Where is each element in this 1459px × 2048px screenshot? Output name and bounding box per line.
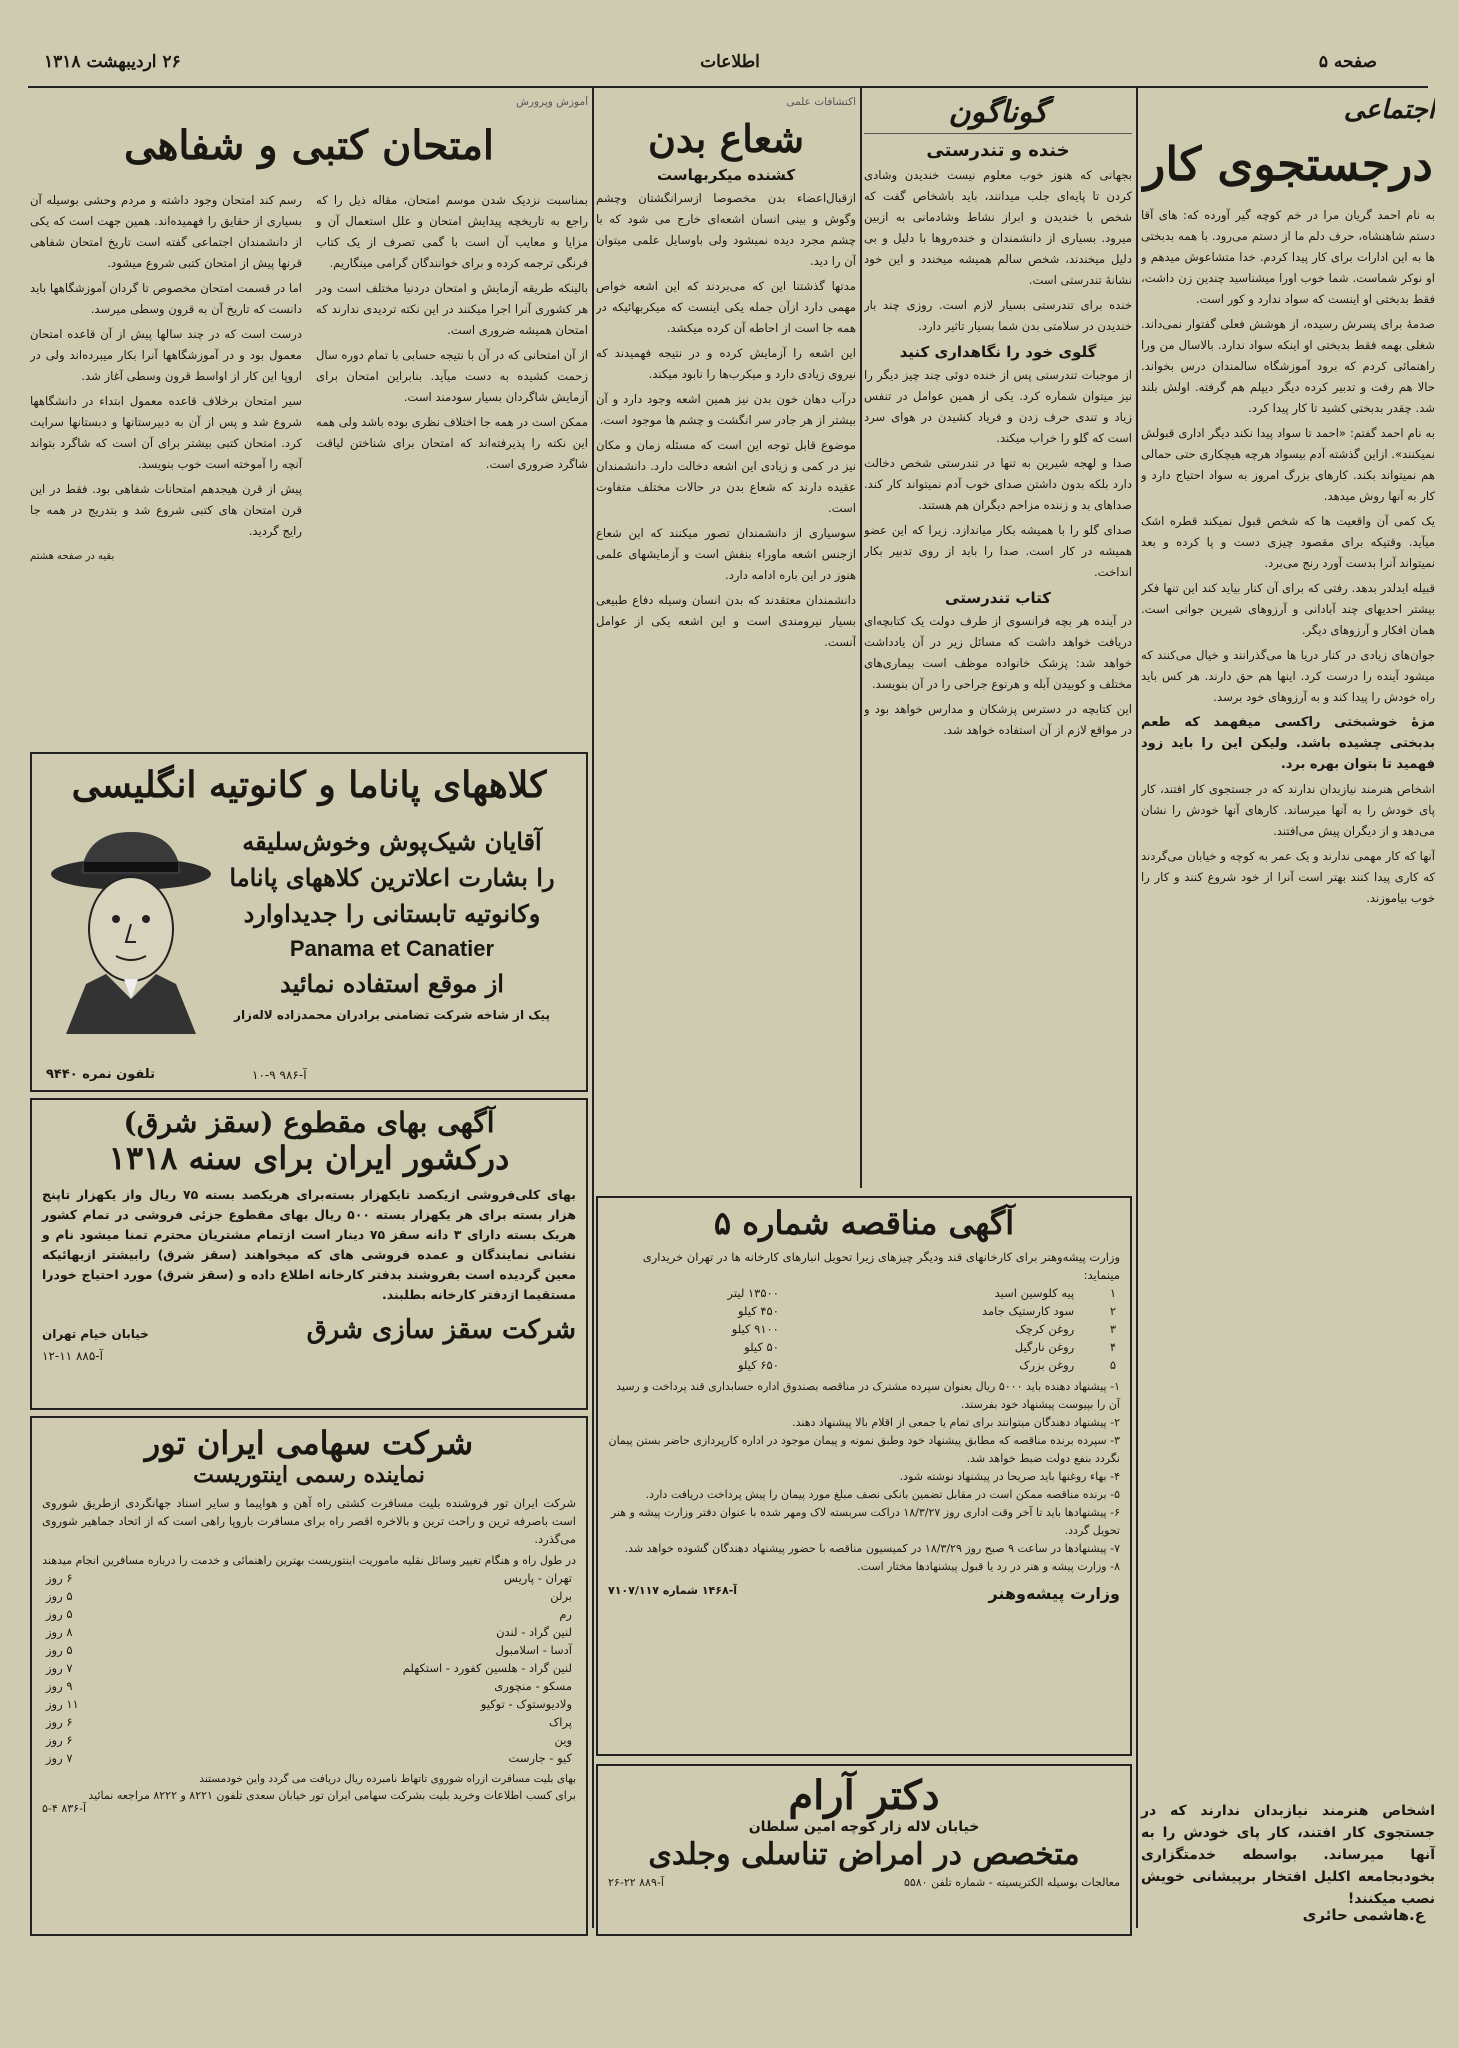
condition: ۳- سپرده برنده مناقصه که مطابق پیشنهاد خود وطبق نمونه و پیمان موجود در اداره کارپردازی حاضر بستن پیمان نگردد بنفع دولت ضبط خواهد شد. (608, 1434, 1120, 1465)
paragraph: ازقبال‌اعضاء بدن مخصوصا ازسرانگشتان وچشم وگوش و بینی انسان اشعه‌ای خارج می شود که با چشم مجرد دیده نمیشود ولی باوسایل علمی میتوان آن را دید. (596, 190, 856, 268)
tender-ad (596, 1196, 1132, 1756)
item-row (608, 1320, 1120, 1338)
item-n: ۳ (1109, 1322, 1116, 1336)
route-row (42, 1731, 576, 1749)
route-row (42, 1641, 576, 1659)
items-table (608, 1284, 1120, 1374)
article-body-right (316, 190, 588, 571)
article-title: درجستجوی کار (1143, 136, 1433, 191)
ad-headline: کلاههای پاناما و کانوتیه انگلیسی (71, 764, 547, 806)
paragraph: از موجبات تندرستی پس از خنده دوئی چند چیز دیگر را نیز میتوان شماره کرد. یکی از همین عوامل در تنفس زیاد و تندی حرف زدن و فریاد کشیدن در هوای سرد است که گلو را خراب میکند. (864, 368, 1132, 445)
ad-intro: وزارت پیشه‌وهنر برای کارخانهای قند ودیگر چیزهای زیرا تحویل انبارهای کارخانه ها در تهران خریداری مینماید: (642, 1250, 1120, 1282)
issue-date: ۲۶ اردیبهشت ۱۳۱۸ (44, 52, 181, 72)
social-column (1141, 96, 1435, 1936)
condition: ۸- وزارت پیشه و هنر در رد یا قبول پیشنهادها مختار است. (857, 1560, 1120, 1573)
ad-code: آ-۸۳۶ ۴-۵ (42, 1802, 87, 1815)
article-title: شعاع بدن (647, 116, 805, 161)
section-label: اکتشافات علمی (786, 96, 856, 108)
item-n: ۲ (1109, 1304, 1116, 1318)
continued-note: بقیه در صفحه هشتم (30, 551, 115, 562)
paragraph: بمناسبت نزدیک شدن موسم امتحان، مقاله ذیل را که راجع به تاریخچه پیدایش امتحان و علل استعمال آن و مزایا و معایب آن است با گمی تصرف از یک کتاب فرنگی ترجمه کرده و برای خوانندگان گرامی مینگاریم. (316, 193, 588, 270)
item-qty: ۶۵۰ کیلو (737, 1358, 779, 1372)
misc-column (864, 96, 1132, 1186)
article-subtitle: کشنده میکربهاست (656, 165, 796, 184)
ad-latin-text: Panama et Canatier (289, 936, 495, 961)
route-row (42, 1623, 576, 1641)
ad-intro: شرکت ایران تور فروشنده بلیت مسافرت کشتی راه آهن و هواپیما و سایر اسناد جهانگردی ازطریق شوروی است باصرفه ترین و راحت ترین و بالاخره اقصر راه برای مسافرت باروپا راهی است که از اتحاد جماهیر شوروی می‌گذرد. (42, 1496, 576, 1546)
ad-line: از موقع استفاده نمائید (280, 969, 504, 998)
paragraph: اما در قسمت امتحان مخصوص تا گردان آموزشگاهها باید دانست که تاریخ آن به قرون وسطی میرسد. (30, 281, 302, 316)
item-row (608, 1356, 1120, 1374)
ad-headline: شرکت سهامی ایران تور (144, 1424, 474, 1462)
route-days: ۵ روز (46, 1589, 73, 1603)
route-days: ۹ روز (46, 1679, 73, 1693)
ad-contact: برای کسب اطلاعات وخرید بلیت بشرکت سهامی ایران تور خیابان سعدی تلفون ۸۲۲۱ و ۸۲۲۲ مراجعه نمائید (88, 1789, 576, 1802)
item-qty: ۱۳۵۰۰ لیتر (727, 1286, 779, 1300)
paragraph: مزهٔ خوشبختی راکسی میفهمد که طعم بدبختی چشیده باشد. ولیکن این را باید زود فهمید تا بتوان بهره برد. (1141, 715, 1435, 773)
hat-man-icon (46, 824, 216, 1034)
ad-footer: معالجات بوسیله الکتریسیته - شماره تلفن ۵۵۸۰ (903, 1876, 1120, 1889)
table-intro: در طول راه و هنگام تغییر وسائل نقلیه ماموریت اینتوریست بهترین راهنمائی و خدمت را درباره مسافرین انجام میدهند (42, 1554, 576, 1567)
article-title: خنده و تندرستی (926, 140, 1070, 161)
route-name: ولادیوستوک - توکیو (480, 1697, 572, 1711)
route-days: ۸ روز (46, 1625, 73, 1639)
gum-ad (30, 1098, 588, 1410)
ad-headline: دکتر آرام (788, 1772, 940, 1819)
route-days: ۵ روز (46, 1643, 73, 1657)
hats-ad (30, 752, 588, 1092)
paragraph: خنده برای تندرستی بسیار لازم است. روزی چند بار خندیدن در سلامتی بدن شما بسیار تاثیر دارد. (864, 298, 1132, 333)
ad-code: آ-۱۴۶۸ شماره ۷۱۰۷/۱۱۷ (608, 1584, 738, 1597)
hat-man-illustration (46, 824, 216, 1034)
item-item: روغن کرچک (1015, 1322, 1075, 1336)
ad-code: آ-۸۸۹ ۲۲-۲۶ (608, 1876, 664, 1889)
route-row (42, 1659, 576, 1677)
route-name: پراک (548, 1715, 572, 1729)
condition: ۱- پیشنهاد دهنده باید ۵۰۰۰ ریال بعنوان سپرده مشترک در مناقصه بصندوق اداره حسابداری قند پرداخت و رسید آن را بپیوست پیشنهاد خود بفرستد. (616, 1380, 1120, 1411)
subheading: کتاب تندرستی (945, 589, 1051, 607)
route-row (42, 1749, 576, 1767)
ad-headline: درکشور ایران برای سنه ۱۳۱۸ (108, 1139, 510, 1177)
route-name: رم (559, 1607, 572, 1621)
col-divider-3 (592, 88, 594, 1928)
condition: ۴- بهاء روغنها باید صریحا در پیشنهاد نوشته شود. (899, 1470, 1120, 1483)
route-name: مسکو - منچوری (494, 1679, 572, 1693)
ad-company: شرکت سقز سازی شرق (306, 1315, 576, 1345)
paragraph: آنها که کار مهمی ندارند و یک عمر به کوچه و خیابان می‌گردند که کاری پیدا کنند بهتر است آنرا از خود شروع کنند و کار را خوب بیاموزند. (1141, 849, 1435, 906)
article-body-left (30, 190, 302, 571)
ad-subheadline: نماینده رسمی اینتوریست (193, 1462, 425, 1488)
paper-name: اطلاعات (700, 52, 760, 72)
item-row (608, 1338, 1120, 1356)
ad-address: پیک از شاخه شرکت تضامنی برادران محمدزاده لاله‌زار (234, 1008, 550, 1022)
paragraph: صدمهٔ برای پسرش رسیده، از هوشش فعلی گفتوار نمی‌داند. شغلی بهمه فقط بدبختی او اینکه سواد ندارد. بالاسال من ورا راهنمائی کردم که برود آموزشگاه سالمندان درس بخواند. حالا هم رفت و تدبیر کرده دیگر دیپلم هم گرفته. اولش بلند شد. چقدر بدبختی کشید تا کار پیدا کرد. (1141, 317, 1435, 416)
paragraph: موضوع قابل توجه این است که مسئله زمان و مکان نیز در کمی و زیادی این اشعه دخالت دارد. دانشمندان عقیده دارند که شعاع بدن در حالات مختلف متفاوت است. (596, 437, 856, 515)
paragraph: یک کمی آن واقعیت ها که شخص قبول نمیکند قطره اشک میآید. وقتیکه برای مقصود چیزی دست و پا کرده و بعد نمیتواند آنرا بدست آورد رنج می‌برد. (1141, 514, 1435, 571)
route-days: ۷ روز (46, 1661, 73, 1675)
conditions-list (608, 1378, 1120, 1576)
ad-specialty: متخصص در امراض تناسلی وجلدی (648, 1837, 1080, 1872)
routes-table (42, 1569, 576, 1767)
paragraph: رسم کند امتحان وجود داشته و مردم وحشی بوسیله آن بسیاری از حقایق را فهمیده‌اند. همین جهت است که یکی از دانشمندان اجتماعی گفته است تاریخ امتحان شفاهی قرنها پیش از امتحان کتبی شروع میشود. (30, 193, 302, 270)
item-qty: ۴۵۰ کیلو (737, 1304, 779, 1318)
ad-ministry: وزارت پیشه‌وهنر (988, 1584, 1120, 1603)
item-n: ۵ (1109, 1358, 1116, 1372)
ad-line: وکانوتیه تابستانی را جدیداوارد (243, 899, 541, 928)
ad-code: آ-۸۸۵ ۱۱-۱۲ (42, 1349, 103, 1363)
item-item: سود کارستیک جامد (981, 1304, 1075, 1318)
item-item: روغن بزرک (1019, 1358, 1075, 1372)
article-body (1141, 205, 1435, 909)
route-name: لنین گراد - هلسین کفورد - استکهلم (402, 1661, 572, 1675)
paragraph: دانشمندان معتقدند که بدن انسان وسیله دفاع طبیعی بسیار نیرومندی است و این اشعه یکی از عوامل آنست. (596, 592, 856, 649)
item-row (608, 1284, 1120, 1302)
route-days: ۶ روز (46, 1715, 73, 1729)
route-row (42, 1677, 576, 1695)
paragraph: جوان‌های زیادی در کنار دریا ها می‌گذرانند و خیال می‌کنند که میشود آینده را درست کرد. اینها هم حق دارند. هر کس باید راه خودش را پیدا کند و به آرزوهای خود برسد. (1141, 648, 1435, 705)
route-row (42, 1713, 576, 1731)
route-row (42, 1569, 576, 1587)
route-days: ۶ روز (46, 1733, 73, 1747)
route-days: ۱۱ روز (46, 1697, 79, 1711)
condition: ۷- پیشنهادها در ساعت ۹ صبح روز ۱۸/۳/۲۹ در کمیسیون مناقصه با حضور پیشنهاد دهندگان گشوده خواهد شد. (624, 1542, 1120, 1555)
ad-headline: آگهی بهای مقطوع (سقز شرق) (123, 1106, 495, 1139)
route-row (42, 1605, 576, 1623)
col-divider-2 (860, 88, 862, 1188)
route-name: تهران - پاریس (503, 1571, 572, 1585)
paragraph: صدا و لهجه شیرین به تنها در تندرستی شخص دخالت دارد بلکه بدون داشتن صدای خوب آدم نمیتواند کار کند. صداهای بد و زننده مزاحم دیگران هم هستند. (864, 456, 1132, 512)
section-label: گوناگون (864, 96, 1132, 134)
page-number: صفحه ۵ (1318, 52, 1377, 72)
item-row (608, 1302, 1120, 1320)
paragraph: ممکن است در همه جا اختلاف نظری بوده باشد ولی همه این نکته را پذیرفته‌اند که امتحان برای شناختن لیاقت شاگرد ضروری است. (316, 415, 588, 471)
paragraph: در آینده هر بچه فرانسوی از طرف دولت یک کتابچه‌ای دریافت خواهد داشت که مسائل زیر در آن یادداشت خواهد شد: پزشک خانواده موظف است بیماری‌های مختلف و کوبیدن آبله و هرنوع جراحی را در آن بنویسد. (864, 614, 1132, 691)
author-signature: ع.هاشمی حائری (1302, 1906, 1425, 1924)
paragraph: از آن امتحانی که در آن با نتیجه حسابی با تمام دوره سال زحمت کشیده به دست میآید. بنابراین امتحان برای آزمایش شاگردان بسیار سودمند است. (316, 348, 588, 404)
route-days: ۷ روز (46, 1751, 73, 1765)
paragraph: درست است که در چند سالها پیش از آن قاعده امتحان معمول بود و در آموزشگاهها آنرا بکار میبرده‌اند ولی در اروپا این کار از اواسط قرون وسطی آغاز شد. (30, 327, 302, 383)
paragraph: سوسیاری از دانشمندان تصور میکنند که این شعاع ازجنس اشعه ماوراء بنفش است و آزمایشهای علمی هنوز در این باره ادامه دارد. (596, 525, 856, 582)
route-name: برلن (550, 1589, 572, 1603)
route-row (42, 1695, 576, 1713)
item-qty: ۵۰ کیلو (744, 1340, 779, 1354)
route-name: آدسا - اسلامبول (495, 1643, 572, 1657)
route-days: ۶ روز (46, 1571, 73, 1585)
route-name: کیو - جارست (508, 1751, 572, 1765)
subheading: گلوی خود را نگاهداری کنید (899, 343, 1097, 361)
condition: ۲- پیشنهاد دهندگان میتوانند برای تمام یا جمعی از اقلام بالا پیشنهاد دهند. (792, 1416, 1120, 1429)
article-title: امتحان کتبی و شفاهی (124, 122, 494, 169)
tour-ad (30, 1416, 588, 1936)
section-label: آموزش وپرورش (516, 96, 588, 108)
ad-line: آقایان شیک‌پوش وخوش‌سلیقه (242, 827, 542, 856)
item-qty: ۹۱۰۰ کیلو (731, 1322, 779, 1336)
item-n: ۴ (1109, 1340, 1116, 1354)
paragraph: درآب دهان خون بدن نیز همین اشعه وجود دارد و آن بیشتر از هر جادر سر انگشت و چشم ها موجود است. (596, 391, 856, 427)
education-column (30, 96, 588, 746)
paragraph: به نام احمد گریان مرا در خم کوچه گیر آورده که: های آقا دستم شاهنشاه، حرف دلم ما از دستم می‌رود. با همه بدبختی ها به این ادارات برای کار پیدا کردم. خدا متشاعوش میدهم و او نوکر شماست. شما خوب اورا میشناسید چندین زن داشت، فقط بدبختی او اینست که سواد ندارد و کور است. (1141, 208, 1435, 307)
col-divider-1 (1136, 88, 1138, 1928)
paragraph: صدای گلو را با همیشه بکار میاندازد. زیرا که این عضو همیشه در کار است. صدا را باید از روی تدبیر بکار انداخت. (864, 523, 1132, 579)
header-rule (28, 86, 1428, 88)
ad-headline: آگهی مناقصه شماره ۵ (713, 1204, 1015, 1242)
ad-code: آ-۹۸۶ ۹-۱۰ (252, 1068, 307, 1082)
paragraph: پیش از قرن هیجدهم امتحانات شفاهی بود. فقط در این قرن امتحان های کتبی شروع شد و بتدریج در همه جا رایج گردید. (30, 482, 302, 538)
paragraph: مدتها گذشتنا این که می‌بردند که این اشعه خواص مهمی دارد ازآن جمله یکی اینست که میکربهائیکه در همه جا است از احاطه آن کرده میکشد. (596, 278, 856, 335)
paragraph: قبیله ایدلدر بدهد. رفتی که برای آن کنار بیاید کند این تنها فکر بیشتر احدیهای چند آبادانی و آرزوهای شیرین جوانی است. همان افکار و آرزوهای دیگر. (1141, 581, 1435, 638)
paragraph: این اشعه را آزمایش کرده و در نتیجه فهمیدند که نیروی زیادی دارد و میکرب‌ها را نابود میکند. (596, 345, 856, 381)
route-name: لنین گراد - لندن (496, 1625, 572, 1639)
paragraph: اشخاص هنرمند نیازبدان ندارند که در جستجوی کار افتند، کار پای خودش را به آنها میرساند. کارهای آنها خودش را نشان می‌دهد و از دیگران پیش می‌افتند. (1141, 782, 1435, 839)
route-row (42, 1587, 576, 1605)
item-item: روغن نارگیل (1014, 1340, 1075, 1354)
ad-footer: بهای بلیت مسافرت ازراه شوروی تاتهاط نامبرده ریال دریافت می گردد واین خودمستند (199, 1773, 576, 1785)
paragraph: به نام احمد گفتم: «احمد تا سواد پیدا نکند دیگر اداری قبولش نمیکنند». ازاین گذشته آدم بیسواد هرچه هیچکاری حتی حمالی هم نمیتواند بکند. کارهای بزرگ امروز به سواد احتیاج دارد و کار به آنها روش میدهد. (1141, 426, 1435, 504)
ad-phone: تلفون نمره ۹۴۴۰ (46, 1067, 155, 1082)
item-item: پیه کلوسین اسید (994, 1286, 1075, 1300)
science-column (596, 96, 856, 1186)
route-days: ۵ روز (46, 1607, 73, 1621)
item-n: ۱ (1109, 1286, 1116, 1300)
paragraph: بالینکه طریقه آزمایش و امتحان دردنیا مختلف است ودر هر کشوری آنرا اجرا میکنند در این نکته تردیدی ندارند که امتحان همیشه ضروری است. (316, 281, 588, 337)
section-label: اجتماعی (1343, 96, 1435, 125)
condition: ۵- برنده مناقصه ممکن است در مقابل تضمین بانکی نصف مبلغ مورد پیمان را پیش پرداخت دریافت دارد. (645, 1488, 1120, 1501)
ad-body: بهای کلی‌فروشی ازیکصد تایکهزار بسته‌برای هریکصد بسته ۷۵ ریال واز یکهزار تاپنج هزار بسته برای هر یکهزار بسته ۵۰۰ ریال بهای مقطوع جزئی فروشی در تمام کشور هریک بسته دارای ۳ دانه سقز ۷۵ دینار است ازتمام مشتریان محترم تمنا میشود نام و نشانی نمایندگان و عمده فروشی های که میخواهند (سقز شرق) رابیشتر ازبهائیکه معین گردیده است بفروشند بدفتر کارخانه اطلاع داده و (سقز شرق) مورد احتیاج خودرا مستقیما ازدفتر کارخانه بطلبند. (42, 1187, 576, 1302)
paragraph: این کتابچه در دسترس پزشکان و مدارس خواهد بود و در مواقع لازم از آن استفاده خواهد شد. (864, 702, 1132, 737)
ad-address: خیابان لاله زار کوچه امین سلطان (748, 1819, 980, 1835)
ad-address: خیابان خیام تهران (42, 1327, 149, 1341)
paragraph: سیر امتحان برخلاف قاعده معمول ابتداء در دانشگاهها شروع شد و پس از آن به دبیرستانها و دبستانها سرایت کرد. امتحان کتبی بیشتر برای آن است که شاگرد بتواند آنچه را آموخته است خوب بنویسد. (30, 394, 302, 471)
ad-line: را بشارت اعلاترین کلاههای پاناما (229, 863, 555, 892)
condition: ۶- پیشنهادها باید تا آخر وقت اداری روز ۱۸/۳/۲۷ دراکت سربسته لاک ومهر شده با عنوان دفتر وزارت پیشه و هنر تحویل گردد. (610, 1506, 1120, 1537)
doctor-ad (596, 1764, 1132, 1936)
paragraph: بجهانی که هنوز خوب معلوم نیست خندیدن وشادی کردن تا پایه‌ای جلب میدانند، باید باشخاص گفت که شخص با خندیدن و ابراز نشاط وشادمانی به ازبین میرود. بسیاری از دانشمندان و خنده‌روها با دلیل و بی دلیل میخندند، شخص سالم همیشه میخندد و این خود نشانهٔ تندرستی است. (864, 168, 1132, 287)
highlight-paragraph: اشخاص هنرمند نیازبدان ندارند که در جستجوی کار افتند، کار پای خودش را به آنها میرساند. بواسطه خدمتگزاری بخودبجامعه اکلیل افتخار برپیشانی خویش نصب میکنند! (1141, 1803, 1435, 1907)
route-name: وین (554, 1733, 572, 1747)
